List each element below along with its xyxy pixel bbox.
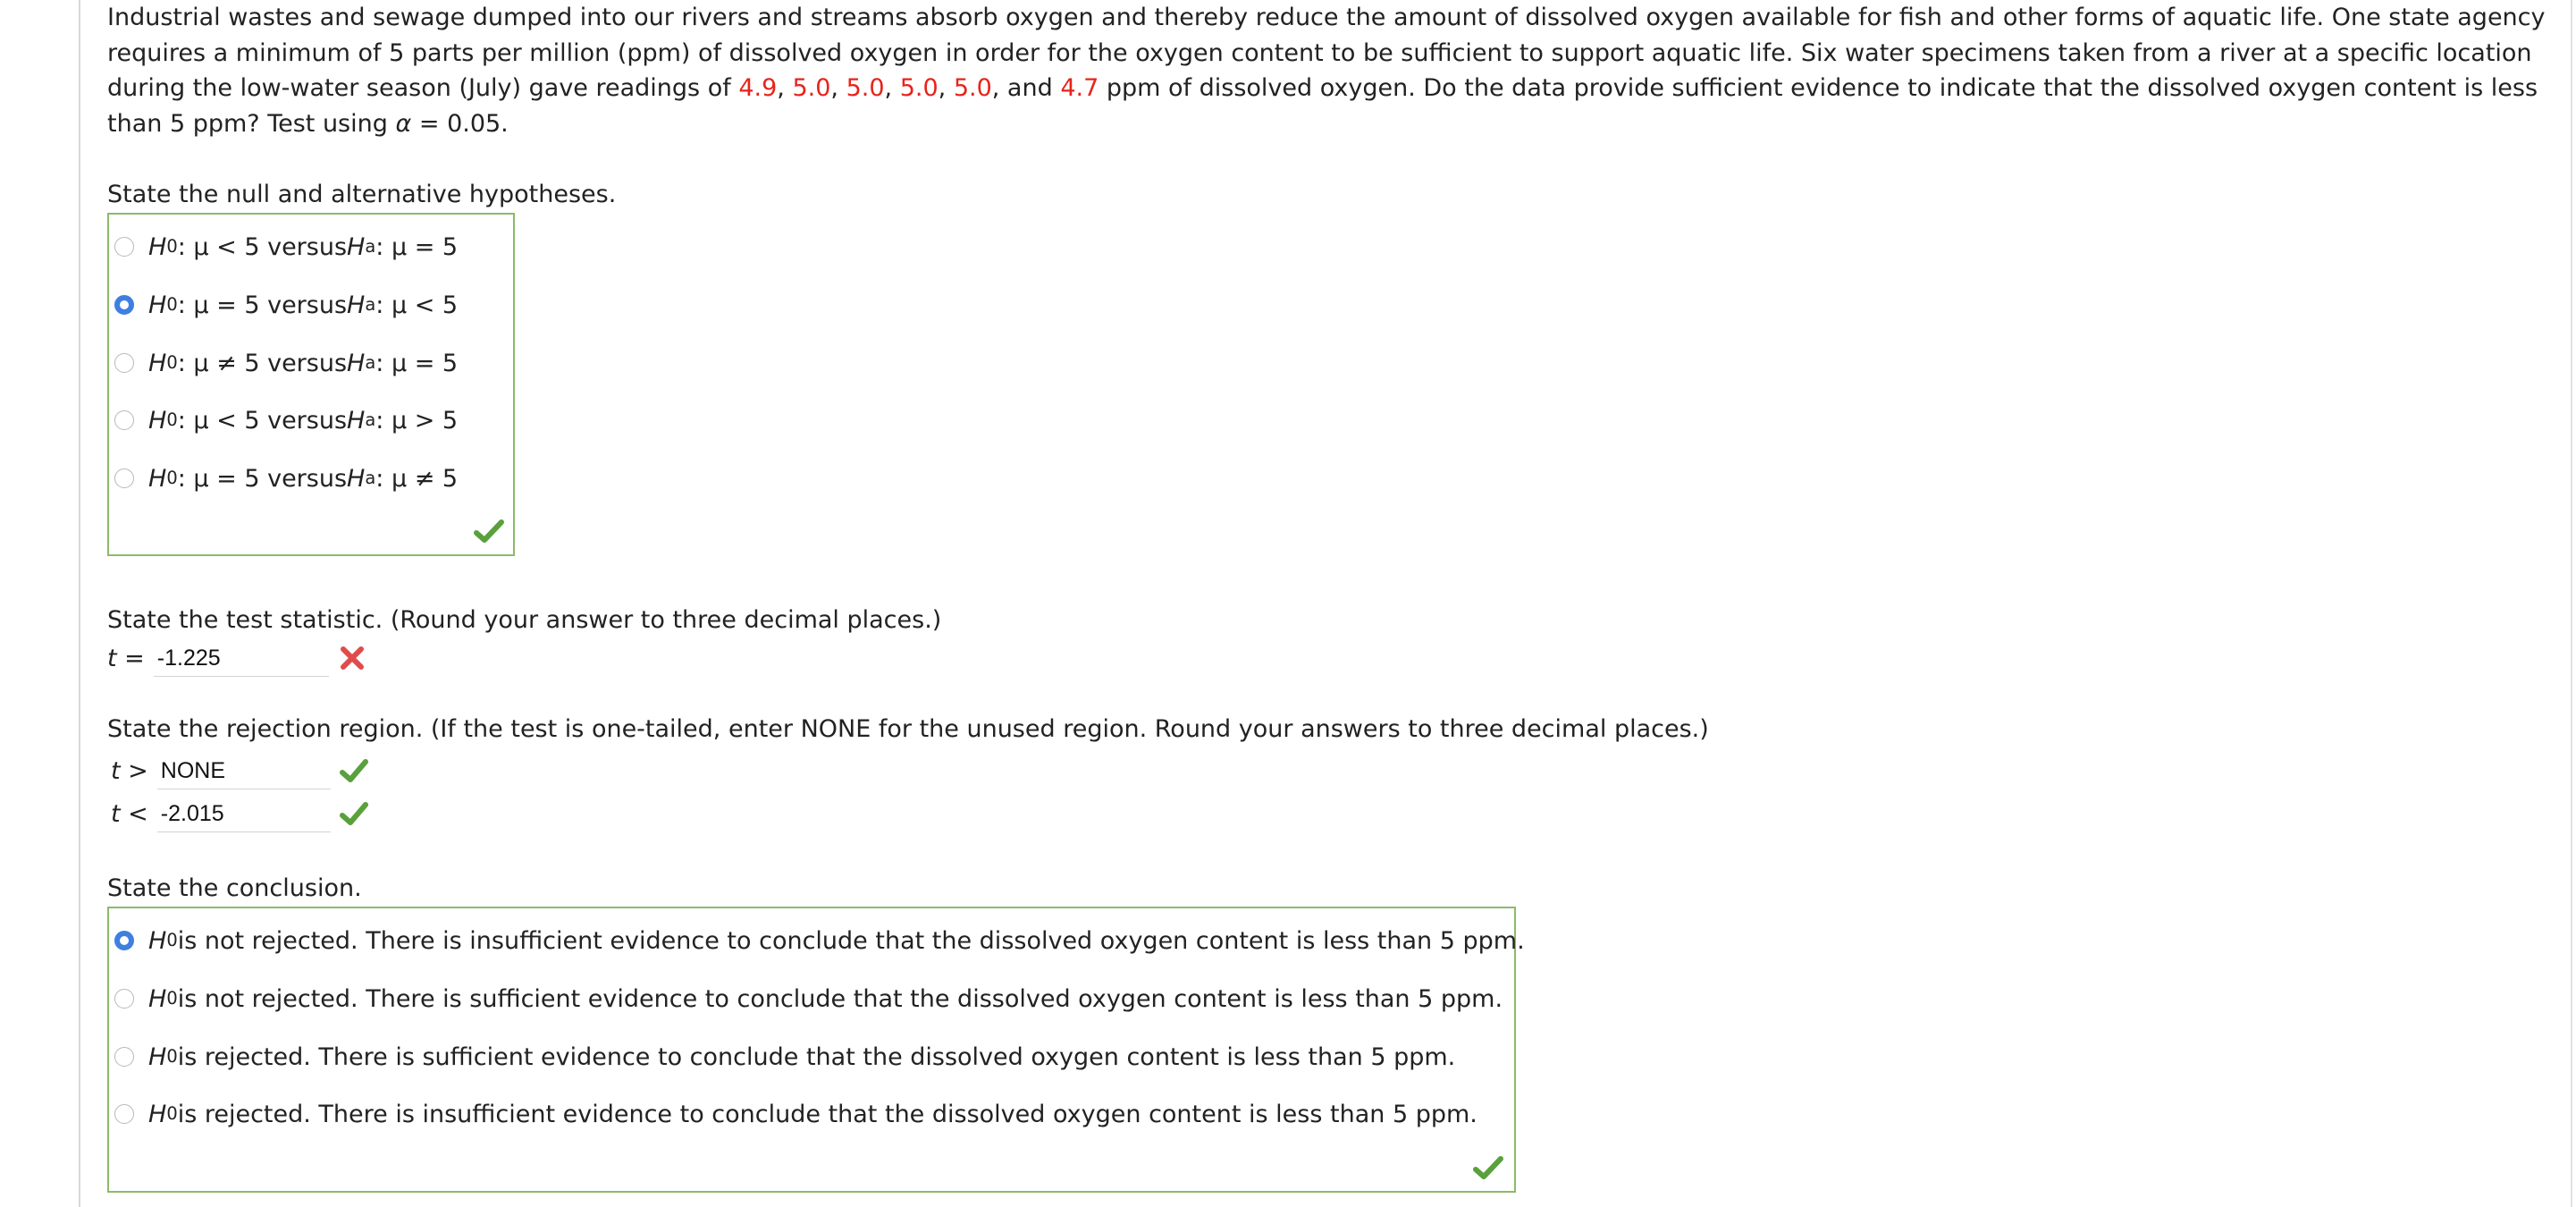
radio-button[interactable] xyxy=(114,468,134,488)
conclusion-option-2[interactable]: H 0 is not rejected. There is sufficient evidence to conclude that the dissolved oxygen content is less than 5 ppm. xyxy=(114,981,1503,1017)
left-page-border xyxy=(79,0,80,1207)
checkmark-icon xyxy=(474,519,504,544)
x-mark-icon xyxy=(338,645,366,671)
question-content xyxy=(107,0,2556,1128)
hypotheses-prompt: State the null and alternative hypotheses. xyxy=(107,181,617,208)
conclusion-option-4[interactable]: H 0 is rejected. There is insufficient evidence to conclude that the dissolved oxygen content is less than 5 ppm. xyxy=(114,1096,1477,1132)
rejection-upper-row xyxy=(111,751,368,790)
hypothesis-option-4[interactable]: H 0 : μ < 5 versus H a : μ > 5 xyxy=(114,402,458,438)
checkmark-icon xyxy=(340,800,368,827)
rejection-lower-row xyxy=(111,794,368,833)
reading-value: 4.7 xyxy=(1060,74,1099,102)
reading-value: 5.0 xyxy=(792,74,831,102)
t-less-label: t < xyxy=(111,799,148,828)
hypothesis-option-3[interactable]: H 0 : μ ≠ 5 versus H a : μ = 5 xyxy=(114,345,458,381)
radio-button[interactable] xyxy=(114,237,134,257)
radio-button[interactable] xyxy=(114,1104,134,1124)
alpha-symbol: α xyxy=(395,109,412,138)
radio-button-selected[interactable] xyxy=(114,931,134,950)
rejection-region-prompt: State the rejection region. (If the test is one-tailed, enter NONE for the unused region. Round your answers to three decimal places.) xyxy=(107,715,1709,743)
rejection-lower-input[interactable] xyxy=(157,795,331,832)
reading-value: 5.0 xyxy=(899,74,939,102)
reading-value: 5.0 xyxy=(953,74,992,102)
rejection-upper-input[interactable] xyxy=(157,752,331,789)
t-equals-label: t = xyxy=(107,644,145,672)
t-greater-label: t > xyxy=(111,756,148,785)
radio-button-selected[interactable] xyxy=(114,295,134,315)
radio-button[interactable] xyxy=(114,410,134,430)
conclusion-prompt: State the conclusion. xyxy=(107,874,362,902)
reading-value: 5.0 xyxy=(846,74,885,102)
test-statistic-row xyxy=(107,638,366,678)
problem-text-part1: Industrial wastes and sewage dumped into our rivers and streams absorb oxygen and thereby reduce the amount of dissolved oxygen available for fish and other forms of aquatic life. One state agency requires a minimum of 5 parts per million (ppm) of dissolved oxygen in order for the oxygen content to be sufficient to support aquatic life. Six water specimens taken from a river at a specific location during the low-water season (July) gave readings of xyxy=(107,4,2546,102)
hypotheses-answer-box xyxy=(107,213,515,556)
conclusion-answer-box xyxy=(107,907,1525,1193)
hypothesis-option-2[interactable]: H 0 : μ = 5 versus H a : μ < 5 xyxy=(114,287,458,323)
conclusion-option-1[interactable]: H 0 is not rejected. There is insufficient evidence to conclude that the dissolved oxygen content is less than 5 ppm. xyxy=(114,923,1525,958)
radio-button[interactable] xyxy=(114,1047,134,1067)
test-statistic-input[interactable] xyxy=(154,639,329,677)
checkmark-icon xyxy=(1473,1155,1503,1180)
problem-statement: Industrial wastes and sewage dumped into our rivers and streams absorb oxygen and thereby reduce the amount of dissolved oxygen available for fish and other forms of aquatic life. One state agency requires a minimum of 5 parts per million (ppm) of dissolved oxygen in order for the oxygen content to be sufficient to support aquatic life. Six water specimens taken from a river at a specific location during the low-water season (July) gave readings of 4.9, 5.0, 5.0, 5.0, 5.0, and 4.7 ppm of dissolved oxygen. Do the data provide sufficient evidence to indicate that the dissolved oxygen content is less than 5 ppm? Test using α = 0.05. xyxy=(107,4,2546,138)
alpha-value: = 0.05. xyxy=(411,109,509,138)
reading-value: 4.9 xyxy=(738,74,778,102)
hypothesis-option-5[interactable]: H 0 : μ = 5 versus H a : μ ≠ 5 xyxy=(114,460,458,496)
conclusion-option-3[interactable]: H 0 is rejected. There is sufficient evidence to conclude that the dissolved oxygen content is less than 5 ppm. xyxy=(114,1039,1455,1075)
problem-text-part2: ppm of dissolved oxygen. Do the data provide sufficient evidence to indicate that the dissolved oxygen content is less than 5 ppm? Test using xyxy=(107,74,2538,138)
checkmark-icon xyxy=(340,757,368,784)
radio-button[interactable] xyxy=(114,353,134,373)
test-statistic-prompt: State the test statistic. (Round your answer to three decimal places.) xyxy=(107,606,942,634)
hypothesis-option-1[interactable]: H 0 : μ < 5 versus H a : μ = 5 xyxy=(114,229,458,265)
radio-button[interactable] xyxy=(114,989,134,1009)
right-scroll-edge xyxy=(2571,0,2572,1207)
